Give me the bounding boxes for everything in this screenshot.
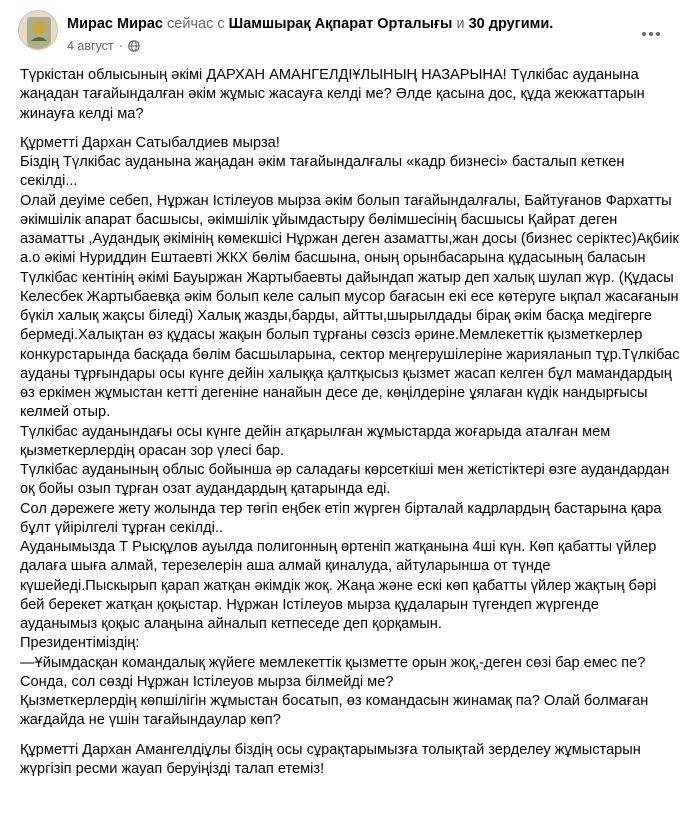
post-text: [20, 66, 680, 779]
post-paragraph: —Ұйымдасқан командалық жүйеге мемлекеттік қызметте орын жоқ,-деген сөзі бар емес пе? Сонда, сол сөзді Нұржан Істілеуов мырза білмейді ме?: [20, 654, 646, 690]
post-date[interactable]: 4 август: [67, 39, 114, 53]
others-link[interactable]: 30 другими: [468, 16, 550, 32]
post-paragraph: Ауданымызда Т Рысқұлов ауылда полигонның өртеніп жатқанына 4ші күн. Көп қабатты үйлер далаға шыға алмай, терезелерін аша алмай қиналуда, айтуларынша от түнде күшейеді.Пыскырып қарап жатқан әкімдік жоқ. Жаңа және ескі көп қабатты үйлер жақтың бәрі бей берекет жатқан қоқыстар. Нұржан Істілеуов мырза құдаларын түгендеп жүргенде ауданымыз қоқыс алаңына айналып кетпеседе деп қорқамын.: [20, 539, 657, 632]
post-paragraph: Сол дәрежеге жету жолында тер төгіп еңбек етіп жүрген бірталай кадрлардың бастарына қара бұлт үйірілгелі тұрған секілді..: [20, 500, 662, 536]
post-paragraph: Түлкібас ауданының облыс бойынша әр саладағы көрсеткіші мен жетістіктері өзге аудандардан оқ бойы озып тұрған озат аудандардың қатарында еді.: [20, 462, 670, 498]
post-paragraph: Олай деуіме себеп, Нұржан Істілеуов мырза әкім болып тағайындалғалы, Байтуғанов Фархатты әкімшілік апарат басшысы, әкімшілік ұйымдастыру бөлімшесінің басшысы Қайрат деген азаматты ,Аудандық әкімінің көмекшісі Нұржан деген азаматты,жан досы (бизнес серіктес)Ақбиік а.о әкімі Нуриддин Ештаевті ЖКХ бөлім басшына, оның орынбасарына құдасының баласын Түлкібас кентінің әкімі Бауыржан Жартыбаевты дайындап жатыр деп халық шулап жүр. (Құдасы Келесбек Жартыбаевқа әкім болып келе салып мусор бағасын екі есе көтеруге ықпал жасағанын бүкіл халық жақсы біледі) Халық жазды,барды, айтты,шырылдады бірақ әкім басқа медігерге бермеді.Халықтан өз құдасы жақын болып тұрғаны сөзсіз әрине.Мемлекеттік қызметкерлер конкурстарында басқада бөлім басшыларына, сектор меңгерушілеріне жарияланып тұр.Түлкібас ауданы тұрғындары осы күнге дейін халыққа қалтқысыз қызмет жасап келген бұл мамандардың өз еркімен жұмыстан кетті дегеніне нанайын десе де, көңілдерiне ұялаған күдік нандырғысы келмей отыр.: [20, 192, 680, 421]
globe-icon: [128, 40, 140, 52]
and-word: и: [456, 16, 465, 32]
post-paragraph: Құрметті Дархан Сатыбалдиев мырза!: [20, 134, 280, 151]
author-name[interactable]: Мирас Мирас: [67, 16, 163, 32]
more-options-icon[interactable]: [636, 24, 666, 44]
author-avatar[interactable]: [18, 10, 58, 50]
avatar-emblem-icon: [19, 11, 58, 50]
post-paragraph: Біздің Түлкібас ауданына жаңадан әкім тағайындалғалы «кадр бизнесі» басталып кеткен секілді...: [20, 154, 625, 190]
post-closing: Құрметті Дархан Амангелдіұлы біздің осы сұрақтарымызға толықтай зерделеу жұмыстарын жүргізіп ресми жауап беруіңізді талап етеміз!: [20, 741, 641, 777]
post-paragraph: Қызметкерлердің көпшілігін жұмыстан босатып, өз командасын жинамақ па? Олай болмаған жағдайда не үшін тағайындаулар көп?: [20, 693, 649, 729]
post-status: сейчас с: [167, 16, 225, 32]
post-paragraph: Түлкібас ауданындағы осы күнге дейін атқарылған жұмыстарда жоғарыда аталған мем қызметкерлердің орасан зор үлесі бар.: [20, 423, 611, 459]
post-header: [0, 0, 688, 60]
post-author-line: Мирас Мирас сейчас с Шамшырақ Ақпарат Орталығы и 30 другими.: [67, 16, 554, 32]
post-intro: Түркістан облысының әкімі ДАРХАН АМАНГЕЛДІҰЛЫНЫҢ НАЗАРЫНА! Түлкібас ауданына жаңадан тағайындалған әкім жұмыс жасауға келді ме? Әлде қасына дос, құда жекжаттарын жинауға келді ма?: [20, 67, 645, 122]
post-meta: [67, 38, 140, 54]
meta-separator: ·: [118, 39, 123, 53]
post-paragraph: Президентіміздің:: [20, 635, 140, 652]
tagged-page-link[interactable]: Шамшырақ Ақпарат Орталығы: [228, 16, 453, 32]
